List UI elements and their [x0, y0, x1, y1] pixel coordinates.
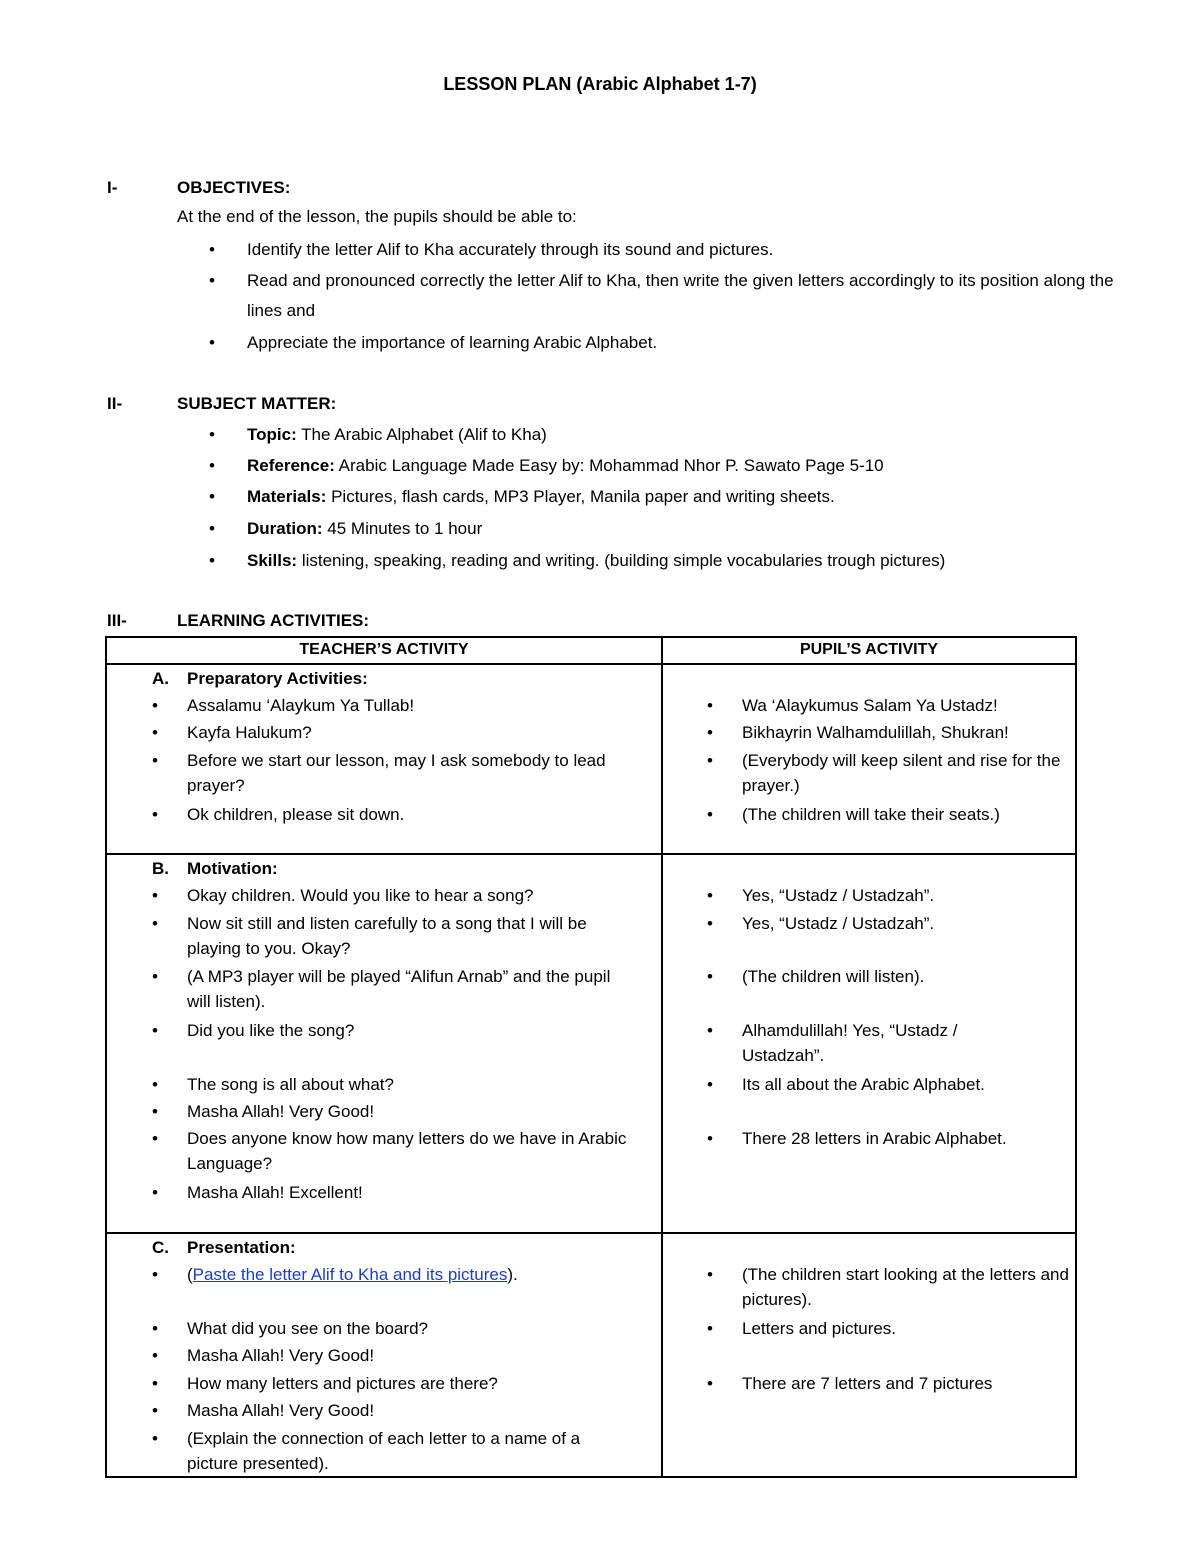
- bullet-icon: •: [209, 333, 215, 352]
- teacher-activity-header: TEACHER’S ACTIVITY: [299, 641, 469, 658]
- bullet-icon: •: [152, 723, 158, 742]
- bullet-icon: •: [707, 967, 713, 986]
- bullet-icon: •: [152, 914, 158, 933]
- table-row-divider: [105, 1232, 1077, 1234]
- bullet-icon: •: [707, 1319, 713, 1338]
- bullet-icon: •: [209, 240, 215, 259]
- bullet-icon: •: [152, 1075, 158, 1094]
- bullet-icon: •: [209, 425, 215, 444]
- bullet-icon: •: [152, 1129, 158, 1148]
- bullet-icon: •: [152, 1401, 158, 1420]
- bullet-icon: •: [152, 751, 158, 770]
- section-heading-subject: SUBJECT MATTER:: [177, 394, 337, 413]
- bullet-icon: •: [152, 1183, 158, 1202]
- bullet-icon: •: [707, 1129, 713, 1148]
- bullet-icon: •: [152, 805, 158, 824]
- table-column-divider: [661, 636, 663, 1478]
- bullet-icon: •: [152, 1374, 158, 1393]
- bullet-icon: •: [152, 1021, 158, 1040]
- bullet-icon: •: [707, 723, 713, 742]
- bullet-icon: •: [209, 551, 215, 570]
- bullet-icon: •: [707, 886, 713, 905]
- bullet-icon: •: [152, 1319, 158, 1338]
- section-number-objectives: I-: [107, 178, 118, 197]
- pupil-activity-header: PUPIL’S ACTIVITY: [799, 641, 939, 658]
- table-row-divider: [105, 853, 1077, 855]
- objectives-intro: At the end of the lesson, the pupils should be able to:: [177, 207, 577, 226]
- bullet-icon: •: [152, 1102, 158, 1121]
- section-number-subject: II-: [107, 394, 123, 413]
- bullet-icon: •: [209, 487, 215, 506]
- bullet-icon: •: [152, 1429, 158, 1448]
- bullet-icon: •: [707, 1075, 713, 1094]
- bullet-icon: •: [707, 914, 713, 933]
- bullet-icon: •: [707, 751, 713, 770]
- bullet-icon: •: [707, 696, 713, 715]
- bullet-icon: •: [707, 1374, 713, 1393]
- bullet-icon: •: [152, 886, 158, 905]
- bullet-icon: •: [152, 1346, 158, 1365]
- bullet-icon: •: [209, 456, 215, 475]
- bullet-icon: •: [707, 805, 713, 824]
- bullet-icon: •: [152, 1265, 158, 1284]
- paste-letters-link[interactable]: Paste the letter Alif to Kha and its pictures: [192, 1265, 508, 1284]
- bullet-icon: •: [152, 967, 158, 986]
- bullet-icon: •: [209, 271, 215, 290]
- section-heading-activities: LEARNING ACTIVITIES:: [177, 611, 370, 630]
- section-heading-objectives: OBJECTIVES:: [177, 178, 291, 197]
- bullet-icon: •: [707, 1021, 713, 1040]
- bullet-icon: •: [209, 519, 215, 538]
- bullet-icon: •: [707, 1265, 713, 1284]
- section-number-activities: III-: [107, 611, 127, 630]
- page-title: LESSON PLAN (Arabic Alphabet 1-7): [443, 74, 757, 94]
- bullet-icon: •: [152, 696, 158, 715]
- table-row-divider: [105, 663, 1077, 665]
